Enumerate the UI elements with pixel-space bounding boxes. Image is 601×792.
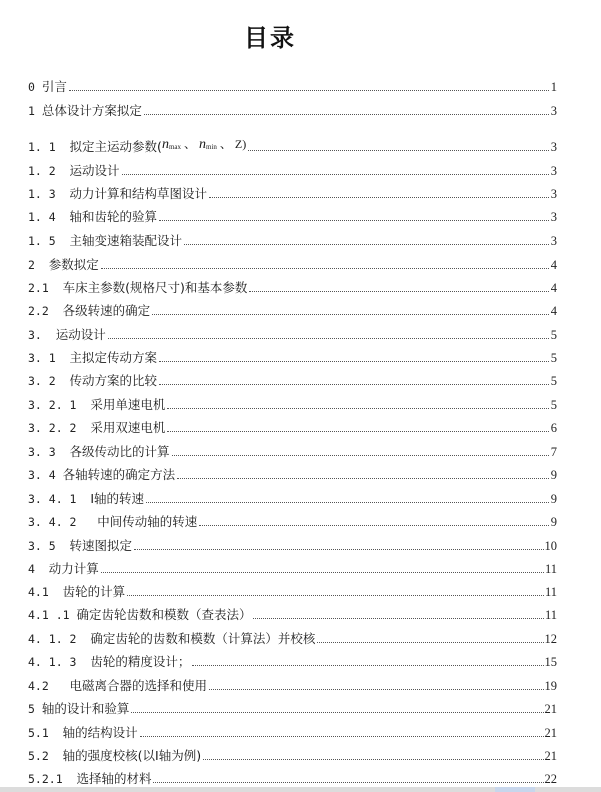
formula-sub-max: max [168,143,181,151]
dot-leader [249,290,549,292]
formula-n-min: n [199,137,207,152]
dot-leader [153,781,543,783]
dot-leader [184,243,549,245]
toc-entry-label: 转速图拟定 [69,538,133,553]
dot-leader [152,313,549,315]
toc-entry-page-number: 10 [544,539,557,553]
toc-entry-page-number: 3 [550,187,557,201]
dot-leader [167,407,549,409]
toc-entry-page-number: 9 [550,515,557,529]
toc-entry-page-number: 11 [544,608,557,622]
toc-entry-number: 3. 1 [28,351,70,365]
toc-entry-number: 1. 3 [28,187,70,201]
toc-entry-number: 1. 1 [28,140,70,154]
dot-leader [209,196,549,198]
toc-entry-label: 轴的结构设计 [62,725,138,740]
toc-entry-number: 3. 2. 2 [28,421,91,435]
toc-entry-number: 0 [28,80,42,94]
toc-entry[interactable] [28,625,557,647]
toc-entry-number: 4. 1. 2 [28,632,91,646]
toc-entry-page-number: 5 [550,398,557,412]
toc-entry[interactable] [28,461,557,483]
toc-entry-label: 动力计算和结构草图设计 [69,186,208,201]
toc-entry-label: 车床主参数(规格尺寸)和基本参数 [62,280,248,295]
toc-entry-number: 3. 4. 2 [28,515,98,529]
toc-entry-label: 轴的强度校核(以Ⅰ轴为例) [62,748,202,763]
toc-entry-page-number: 4 [550,281,557,295]
toc-entry-number: 4.2 [28,679,70,693]
dot-leader [146,501,549,503]
toc-entry-page-number: 3 [550,140,557,154]
toc-entry-label: 采用双速电机 [90,420,166,435]
toc-entry-number: 3. 4. 1 [28,492,91,506]
toc-entry[interactable] [28,648,557,670]
toc-entry-number: 3. 2 [28,374,70,388]
toc-entry-page-number: 4 [550,304,557,318]
toc-entry[interactable] [28,73,557,95]
dot-leader [172,454,549,456]
toc-entry[interactable] [28,227,557,249]
toc-entry-number: 3. 2. 1 [28,398,91,412]
toc-entry-page-number: 3 [550,210,557,224]
toc-entry[interactable] [28,508,557,530]
toc-entry-page-number: 21 [544,726,557,740]
toc-entry-formula [162,136,246,155]
toc-entry[interactable] [28,367,557,389]
toc-entry[interactable] [28,601,557,623]
toc-entry[interactable] [28,344,557,366]
toc-entry[interactable] [28,251,557,273]
dot-leader [199,524,549,526]
dot-leader [108,337,549,339]
toc-entry-number: 4.1 [28,585,63,599]
formula-tail: 、 Z) [216,137,247,151]
toc-entry[interactable] [28,157,557,179]
toc-entry[interactable] [28,672,557,694]
formula-sub-min: min [206,143,217,151]
toc-entry-number: 4. 1. 3 [28,655,91,669]
toc-entry[interactable] [28,555,557,577]
toc-entry-number: 3. 5 [28,539,70,553]
formula-n-max: n [161,137,169,152]
toc-entry-label: 总体设计方案拟定 [41,103,142,118]
toc-entry-label: 齿轮的精度设计； [90,654,191,669]
toc-entry-number: 1. 4 [28,210,70,224]
toc-title: 目录 [244,24,296,52]
toc-entry-label: 参数拟定 [48,257,99,272]
toc-entry-page-number: 21 [544,702,557,716]
toc-entry-label: 采用单速电机 [90,397,166,412]
toc-entry[interactable] [28,578,557,600]
toc-entry-number: 5.1 [28,726,63,740]
dot-leader [134,548,543,550]
toc-entry-page-number: 22 [544,772,557,786]
dot-leader [317,641,543,643]
toc-entry[interactable] [28,695,557,717]
toc-entry-label: 确定齿轮齿数和模数（查表法） [76,607,252,622]
toc-entry-label: 动力计算 [48,561,99,576]
toc-entry[interactable] [28,97,557,119]
toc-entry-number: 5.2.1 [28,772,77,786]
toc-entry[interactable] [28,180,557,202]
toc-entry-page-number: 5 [550,328,557,342]
toc-entry-page-number: 5 [550,351,557,365]
scrollbar-thumb[interactable] [495,787,535,792]
toc-entry-number: 4.1 .1 [28,608,77,622]
toc-entry-page-number: 6 [550,421,557,435]
toc-entry-label: 运动设计 [55,327,106,342]
toc-entry[interactable] [28,438,557,460]
dot-leader [159,360,549,362]
toc-entry-label: 确定齿轮的齿数和模数（计算法）并校核 [90,631,316,646]
toc-entry-number: 2.2 [28,304,63,318]
dot-leader [248,149,549,151]
dot-leader [131,711,543,713]
toc-entry-page-number: 12 [544,632,557,646]
toc-entry-page-number: 11 [544,585,557,599]
toc-entry-label: 各级转速的确定 [62,303,151,318]
toc-entry-number: 1 [28,104,42,118]
toc-entry-page-number: 7 [550,445,557,459]
toc-entry[interactable] [28,719,557,741]
toc-entry[interactable] [28,532,557,554]
toc-entry-label: 主轴变速箱装配设计 [69,233,183,248]
toc-entry[interactable] [28,321,557,343]
toc-entry-label: 引言 [41,79,67,94]
toc-entry-page-number: 5 [550,374,557,388]
dot-leader [122,173,549,175]
toc-entry-number: 3. [28,328,56,342]
toc-entry-label: 选择轴的材料 [76,771,152,786]
toc-entry[interactable] [28,391,557,413]
toc-entry[interactable] [28,485,557,507]
dot-leader [140,735,544,737]
dot-leader [177,477,549,479]
toc-entry-page-number: 3 [550,234,557,248]
dot-leader [159,219,549,221]
toc-entry-label: 运动设计 [69,163,120,178]
toc-entry-number: 3. 4 [28,468,63,482]
toc-entry-number: 4 [28,562,49,576]
toc-entry-page-number: 1 [550,80,557,94]
toc-entry-page-number: 11 [544,562,557,576]
dot-leader [203,758,543,760]
toc-entry-page-number: 21 [544,749,557,763]
dot-leader [101,267,549,269]
toc-entry-label: 电磁离合器的选择和使用 [69,678,208,693]
toc-entry-page-number: 9 [550,468,557,482]
toc-entry-number: 2 [28,258,49,272]
dot-leader [127,594,544,596]
toc-entry-label: 各级传动比的计算 [69,444,170,459]
dot-leader [192,664,543,666]
toc-entry[interactable] [28,203,557,225]
toc-entry-number: 3. 3 [28,445,70,459]
toc-entry[interactable] [28,125,557,155]
toc-entry[interactable] [28,297,557,319]
dot-leader [144,113,549,115]
dot-leader [167,430,549,432]
dot-leader [69,89,549,91]
toc-entry-label: 轴和齿轮的验算 [69,209,158,224]
toc-entry-page-number: 4 [550,258,557,272]
toc-entry-number: 5.2 [28,749,63,763]
dot-leader [209,688,543,690]
toc-entry-label: 中间传动轴的转速 [97,514,198,529]
dot-leader [159,383,549,385]
toc-entry-page-number: 3 [550,104,557,118]
toc-entry-page-number: 19 [544,679,557,693]
toc-entry[interactable] [28,414,557,436]
formula-separator: 、 [181,137,200,151]
toc-entry-number: 1. 2 [28,164,70,178]
toc-entry-page-number: 9 [550,492,557,506]
dot-leader [253,617,543,619]
toc-entry-page-number: 15 [544,655,557,669]
toc-entry-label: 传动方案的比较 [69,373,158,388]
toc-entry-number: 2.1 [28,281,63,295]
toc-entry-label: Ⅰ轴的转速 [90,491,144,506]
toc-entry-label: 各轴转速的确定方法 [62,467,176,482]
toc-entry-page-number: 3 [550,164,557,178]
toc-entry[interactable] [28,274,557,296]
toc-entry[interactable] [28,742,557,764]
toc-entry-label: 拟定主运动参数( [69,139,162,154]
toc-entry-label: 齿轮的计算 [62,584,126,599]
toc-entry[interactable] [28,765,557,787]
toc-entry-label: 轴的设计和验算 [41,701,130,716]
horizontal-scrollbar[interactable] [0,787,601,792]
toc-entry-number: 5 [28,702,42,716]
toc-entry-label: 主拟定传动方案 [69,350,158,365]
dot-leader [101,571,544,573]
toc-entry-number: 1. 5 [28,234,70,248]
